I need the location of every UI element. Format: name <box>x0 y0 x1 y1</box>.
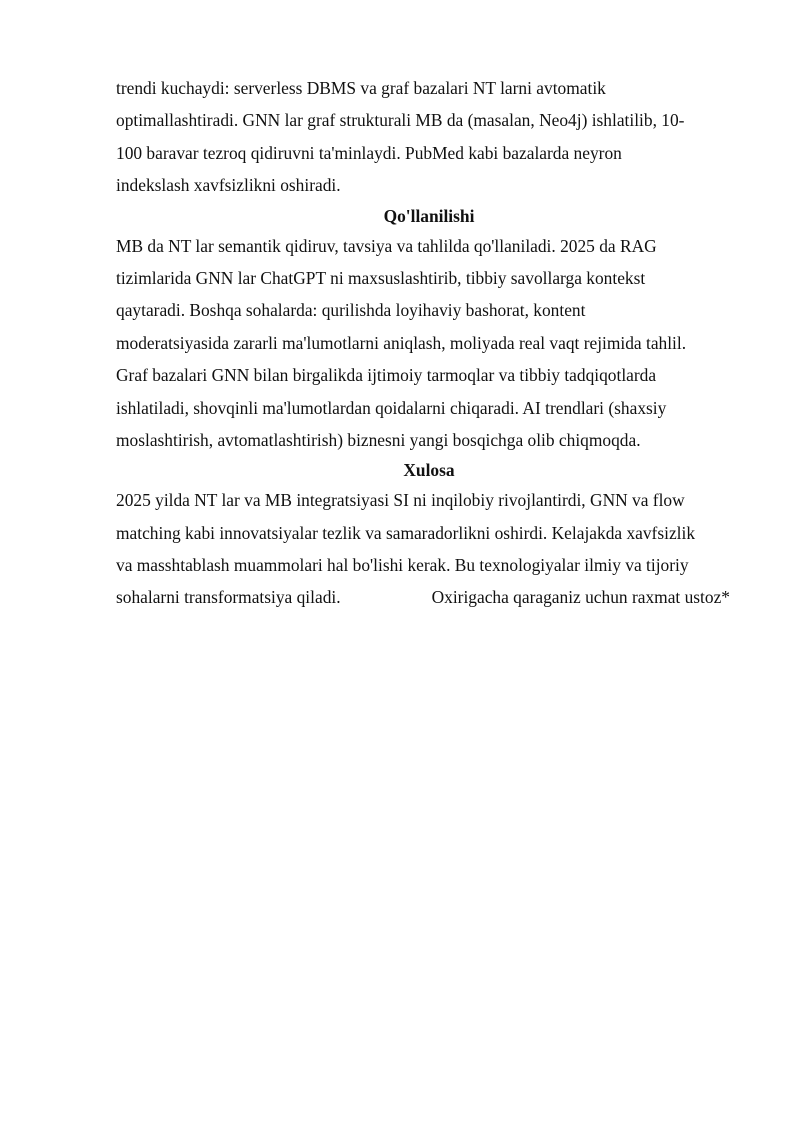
paragraph-line: qaytaradi. Boshqa sohalarda: qurilishda loyihaviy bashorat, kontent <box>116 300 586 321</box>
qollanilishi-paragraph <box>116 230 742 457</box>
paragraph-line: moderatsiyasida zararli ma'lumotlarni aniqlash, moliyada real vaqt rejimida tahlil. <box>116 332 687 353</box>
paragraph-line: matching kabi innovatsiyalar tezlik va samaradorlikni oshirdi. Kelajakda xavfsizlik <box>116 522 696 543</box>
intro-paragraph <box>116 72 742 202</box>
paragraph-line: Graf bazalari GNN bilan birgalikda ijtimoiy tarmoqlar va tibbiy tadqiqotlarda <box>116 365 657 386</box>
paragraph-line: va masshtablash muammolari hal bo'lishi kerak. Bu texnologiyalar ilmiy va tijoriy <box>116 555 689 576</box>
paragraph-line: ishlatiladi, shovqinli ma'lumotlardan qoidalarni chiqaradi. AI trendlari (shaxsiy <box>116 397 667 418</box>
paragraph-last-line <box>116 581 742 613</box>
paragraph-line: tizimlarida GNN lar ChatGPT ni maxsuslashtirib, tibbiy savollarga kontekst <box>116 267 646 288</box>
document-body <box>116 72 742 614</box>
paragraph-line: optimallashtiradi. GNN lar graf strukturali MB da (masalan, Neo4j) ishlatilib, 10- <box>116 110 685 131</box>
section-heading-xulosa: Xulosa <box>403 460 455 481</box>
paragraph-line: 100 baravar tezroq qidiruvni ta'minlaydi. PubMed kabi bazalarda neyron <box>116 142 622 163</box>
paragraph-line: 2025 yilda NT lar va MB integratsiyasi SI ni inqilobiy rivojlantirdi, GNN va flow <box>116 490 685 511</box>
paragraph-line: MB da NT lar semantik qidiruv, tavsiya va tahlilda qo'llaniladi. 2025 da RAG <box>116 235 657 256</box>
xulosa-paragraph <box>116 484 742 614</box>
paragraph-line: trendi kuchaydi: serverless DBMS va graf bazalari NT larni avtomatik <box>116 78 606 98</box>
paragraph-line: moslashtirish, avtomatlashtirish) biznesni yangi bosqichga olib chiqmoqda. <box>116 429 641 450</box>
paragraph-line: sohalarni transformatsiya qiladi. <box>116 587 341 608</box>
section-heading-qollanilishi: Qo'llanilishi <box>383 205 475 226</box>
closing-note: Oxirigacha qaraganiz uchun raxmat ustoz* <box>431 587 730 608</box>
paragraph-line: indekslash xavfsizlikni oshiradi. <box>116 175 341 196</box>
